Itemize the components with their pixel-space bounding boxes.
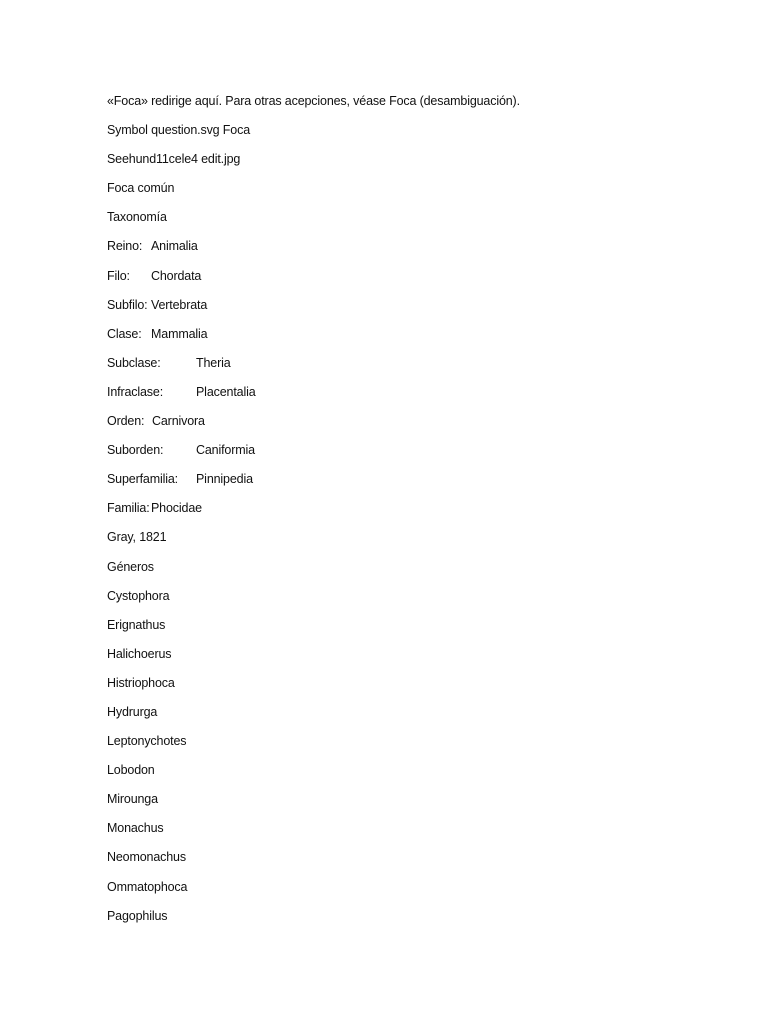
image-caption: Foca común [107, 181, 175, 196]
redirect-note: «Foca» redirige aquí. Para otras acepciones, véase Foca (desambiguación). [107, 94, 520, 108]
genus-item: Erignathus [107, 617, 166, 632]
taxonomy-label: Suborden: [107, 443, 164, 458]
taxonomy-row-familia [107, 500, 727, 529]
taxonomy-row-subclase [107, 355, 727, 384]
taxonomy-label: Reino: [107, 239, 143, 254]
genus-item: Monachus [107, 821, 164, 836]
taxonomy-row-suborden [107, 442, 727, 471]
taxonomy-row-filo [107, 268, 727, 297]
taxonomy-label: Familia: [107, 501, 150, 516]
taxonomy-label: Infraclase: [107, 384, 164, 399]
symbol-line: Symbol question.svg Foca [107, 123, 251, 138]
taxonomy-value: Phocidae [151, 501, 202, 516]
taxonomy-label: Filo: [107, 268, 130, 283]
taxonomy-row-subfilo [107, 297, 727, 326]
taxonomy-heading: Taxonomía [107, 210, 167, 225]
genus-item: Cystophora [107, 588, 170, 603]
taxonomy-value: Pinnipedia [196, 472, 253, 487]
taxonomy-value: Mammalia [151, 326, 208, 341]
genus-item: Hydrurga [107, 704, 158, 719]
taxonomy-value: Vertebrata [151, 297, 208, 312]
taxonomy-value: Theria [196, 355, 231, 370]
taxonomy-label: Subfilo: [107, 297, 148, 312]
taxonomy-row-infraclase [107, 384, 727, 413]
taxonomy-value: Caniformia [196, 443, 255, 458]
genus-item: Neomonachus [107, 850, 186, 865]
taxonomy-value: Animalia [151, 239, 198, 254]
document-page [107, 93, 727, 937]
taxonomy-row-orden [107, 413, 727, 442]
genus-item: Ommatophoca [107, 879, 188, 894]
genus-item: Halichoerus [107, 646, 172, 661]
image-filename: Seehund11cele4 edit.jpg [107, 152, 241, 167]
genus-item: Pagophilus [107, 908, 168, 923]
genus-item: Histriophoca [107, 675, 175, 690]
taxonomy-label: Orden: [107, 414, 145, 429]
taxonomy-label: Superfamilia: [107, 472, 178, 487]
genus-item: Mirounga [107, 792, 158, 807]
taxonomy-row-clase [107, 326, 727, 355]
genera-heading: Géneros [107, 559, 154, 574]
taxonomy-value: Placentalia [196, 384, 256, 399]
taxonomy-value: Chordata [151, 268, 202, 283]
genus-item: Leptonychotes [107, 734, 187, 749]
taxonomy-row-superfamilia [107, 471, 727, 500]
taxonomy-label: Clase: [107, 326, 142, 341]
genus-item: Lobodon [107, 763, 155, 778]
taxonomy-label: Subclase: [107, 355, 161, 370]
taxonomy-value: Carnivora [152, 414, 205, 429]
taxonomy-row-reino [107, 238, 727, 267]
taxon-authority: Gray, 1821 [107, 530, 167, 545]
